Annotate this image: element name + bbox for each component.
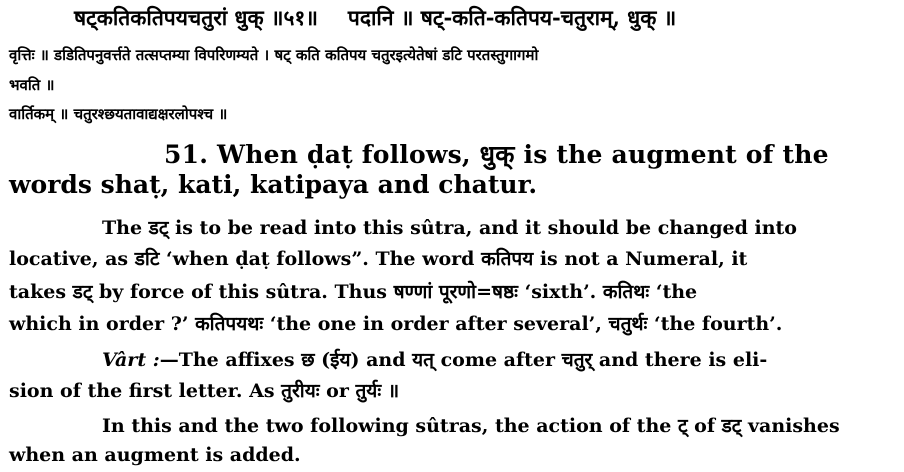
- para3-line-1: In this and the two following sûtras, the action of the ट् of डट् vanishes: [102, 415, 840, 437]
- para2-line-2: sion of the first letter. As तुरीयः or तुर्यः ॥: [9, 380, 400, 402]
- sutra-english-line-2: words shaṭ, kati, katipaya and chatur.: [9, 170, 538, 199]
- vritti-line-2: भवति ॥: [9, 76, 55, 94]
- para1-line-4: which in order ?’ कतिपयथः ‘the one in order after several’, चतुर्थः ‘the fourth’.: [9, 313, 783, 335]
- para2-line-1-text: —The affixes छ (ईय) and यत् come after चतुर् and there is eli-: [159, 349, 768, 371]
- para3-line-2: when an augment is added.: [9, 444, 301, 466]
- para2-line-1: [102, 346, 767, 372]
- padani: पदानि ॥ षट्-कति-कतिपय-चतुराम्, धुक् ॥: [347, 5, 677, 30]
- vartika-label: Vârt :: [102, 349, 160, 371]
- sutra-heading: [74, 4, 676, 32]
- sutra-english-line-1: 51. When ḍaṭ follows, धुक् is the augment of the: [164, 140, 829, 169]
- vritti-line-1: वृत्तिः ॥ डडितिपनुवर्त्तते तत्सप्तम्या विपरिणम्यते । षट् कति कतिपय चतुरइत्येतेषां डटि परतस्तुगागमो: [9, 46, 539, 64]
- para1-line-2: locative, as डटि ‘when ḍaṭ follows”. The word कतिपय is not a Numeral, it: [9, 248, 748, 270]
- sutra-sanskrit: षट्कतिकतिपयचतुरां धुक् ॥५१॥: [74, 5, 318, 30]
- vartika-sanskrit: वार्तिकम् ॥ चतुरश्छयतावाद्यक्षरलोपश्च ॥: [9, 105, 228, 123]
- para1-line-1: The डट् is to be read into this sûtra, and it should be changed into: [102, 217, 797, 239]
- para1-line-3: takes डट् by force of this sûtra. Thus षण्णां पूरणो=षष्ठः ‘sixth’. कतिथः ‘the: [9, 281, 698, 303]
